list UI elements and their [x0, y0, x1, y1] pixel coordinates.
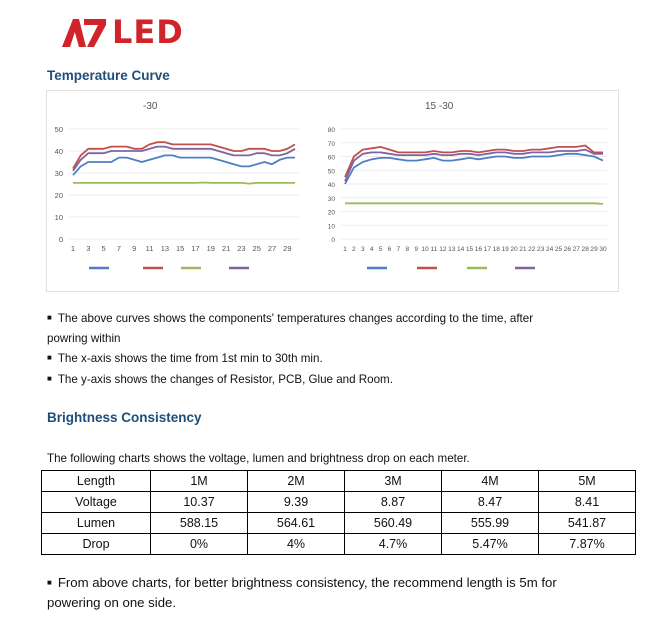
y-tick-label: 30 — [54, 169, 63, 178]
x-tick-label: 7 — [116, 244, 122, 253]
chart-temperature-minus30 — [47, 91, 309, 291]
series-line — [73, 155, 295, 175]
table-cell: 8.41 — [539, 492, 636, 513]
brightness-conclusion — [47, 573, 627, 613]
table-cell: 4.7% — [345, 534, 442, 555]
x-tick-label: 29 — [283, 244, 292, 253]
x-tick-label: 14 — [456, 246, 465, 253]
x-tick-label: 27 — [572, 246, 580, 253]
x-tick-label: 24 — [545, 246, 554, 253]
table-cell: 541.87 — [539, 513, 636, 534]
x-tick-label: 27 — [267, 244, 277, 253]
y-tick-label: 60 — [327, 154, 335, 162]
table-cell: 0% — [151, 534, 248, 555]
table-cell: 5.47% — [442, 534, 539, 555]
table-row — [42, 513, 636, 534]
x-tick-label: 28 — [581, 246, 589, 253]
x-tick-label: 7 — [396, 246, 401, 253]
bullet-icon: ■ — [47, 578, 52, 587]
table-cell: 1M — [151, 471, 248, 492]
x-tick-label: 23 — [237, 244, 246, 253]
x-tick-label: 22 — [528, 246, 536, 253]
y-tick-label: 80 — [327, 127, 335, 134]
series-line — [73, 142, 295, 168]
temperature-charts-panel — [46, 90, 619, 292]
bullet-icon: ■ — [47, 313, 52, 322]
x-tick-label: 19 — [206, 244, 215, 253]
temperature-note-3 — [47, 369, 393, 390]
x-tick-label: 16 — [474, 246, 483, 253]
table-cell: 10.37 — [151, 492, 248, 513]
x-tick-label: 5 — [378, 246, 383, 253]
y-tick-label: 50 — [327, 168, 335, 176]
x-tick-label: 25 — [554, 246, 563, 253]
x-tick-label: 15 — [465, 246, 474, 253]
x-tick-label: 3 — [360, 246, 365, 253]
table-row — [42, 534, 636, 555]
conclusion-line-b: powering on one side. — [47, 595, 177, 610]
temperature-curve-heading: Temperature Curve — [47, 68, 170, 83]
table-cell: 2M — [248, 471, 345, 492]
y-tick-label: 40 — [327, 182, 335, 189]
x-tick-label: 8 — [405, 246, 410, 253]
y-tick-label: 0 — [331, 237, 335, 244]
series-line — [345, 203, 603, 204]
chart-title: 15 -30 — [425, 101, 454, 112]
x-tick-label: 13 — [448, 246, 456, 253]
x-tick-label: 18 — [492, 246, 500, 253]
company-logo — [62, 14, 184, 50]
conclusion-line-a: From above charts, for better brightness consistency, the recommend length is 5m for — [57, 575, 557, 590]
temperature-note-1 — [47, 308, 627, 349]
y-tick-label: 30 — [327, 195, 335, 203]
y-tick-label: 10 — [54, 213, 63, 222]
table-cell: 560.49 — [345, 513, 442, 534]
x-tick-label: 15 — [176, 244, 185, 253]
brightness-consistency-heading: Brightness Consistency — [47, 410, 202, 425]
x-tick-label: 26 — [563, 246, 572, 253]
chart-title: -30 — [143, 101, 158, 112]
y-tick-label: 20 — [327, 209, 335, 217]
table-cell: Lumen — [42, 513, 151, 534]
table-cell: 588.15 — [151, 513, 248, 534]
x-tick-label: 9 — [414, 246, 419, 253]
table-cell: 8.87 — [345, 492, 442, 513]
x-tick-label: 19 — [501, 246, 509, 253]
table-cell: 3M — [345, 471, 442, 492]
table-cell: 8.47 — [442, 492, 539, 513]
brightness-table — [41, 470, 636, 555]
y-tick-label: 20 — [54, 191, 63, 200]
x-tick-label: 11 — [430, 246, 438, 253]
x-tick-label: 25 — [252, 244, 261, 253]
temperature-note-2 — [47, 348, 323, 369]
x-tick-label: 13 — [160, 244, 170, 253]
table-cell: 4% — [248, 534, 345, 555]
note-1-line-b: powring within — [47, 332, 121, 345]
note-1-line-a: The above curves shows the components' temperatures changes according to the time, after — [57, 312, 534, 325]
y-tick-label: 70 — [327, 140, 335, 148]
y-tick-label: 0 — [58, 235, 63, 244]
x-tick-label: 5 — [101, 244, 106, 253]
x-tick-label: 11 — [145, 244, 154, 253]
x-tick-label: 12 — [439, 246, 447, 253]
x-tick-label: 30 — [599, 246, 607, 253]
series-line — [73, 183, 295, 184]
table-cell: 7.87% — [539, 534, 636, 555]
series-line — [345, 154, 603, 184]
table-header-row — [42, 471, 636, 492]
table-cell: 564.61 — [248, 513, 345, 534]
x-tick-label: 21 — [519, 246, 527, 253]
x-tick-label: 3 — [86, 244, 91, 253]
x-tick-label: 23 — [537, 246, 545, 253]
y-tick-label: 40 — [54, 147, 63, 156]
bullet-icon: ■ — [47, 374, 52, 383]
logo-text: LED — [112, 13, 184, 51]
table-row — [42, 492, 636, 513]
table-cell: 4M — [442, 471, 539, 492]
brightness-intro: The following charts shows the voltage, lumen and brightness drop on each meter. — [47, 452, 470, 465]
x-tick-label: 2 — [352, 246, 356, 253]
x-tick-label: 17 — [191, 244, 200, 253]
logo-mark-icon — [62, 17, 106, 47]
bullet-icon: ■ — [47, 353, 52, 362]
y-tick-label: 10 — [327, 223, 335, 231]
x-tick-label: 4 — [369, 246, 374, 253]
note-3-text: The y-axis shows the changes of Resistor, PCB, Glue and Room. — [57, 373, 393, 386]
x-tick-label: 10 — [421, 246, 429, 253]
table-cell: Voltage — [42, 492, 151, 513]
table-cell: Length — [42, 471, 151, 492]
x-tick-label: 20 — [510, 246, 518, 253]
table-cell: 555.99 — [442, 513, 539, 534]
y-tick-label: 50 — [54, 125, 63, 134]
chart-temperature-15-minus30 — [311, 91, 617, 291]
x-tick-label: 6 — [387, 246, 392, 253]
x-tick-label: 29 — [590, 246, 598, 253]
x-tick-label: 1 — [343, 246, 347, 253]
x-tick-label: 9 — [132, 244, 137, 253]
x-tick-label: 17 — [483, 246, 492, 253]
table-cell: Drop — [42, 534, 151, 555]
x-tick-label: 21 — [221, 244, 231, 253]
series-line — [73, 147, 295, 171]
table-cell: 9.39 — [248, 492, 345, 513]
note-2-text: The x-axis shows the time from 1st min to 30th min. — [57, 352, 323, 365]
table-cell: 5M — [539, 471, 636, 492]
x-tick-label: 1 — [70, 244, 76, 253]
